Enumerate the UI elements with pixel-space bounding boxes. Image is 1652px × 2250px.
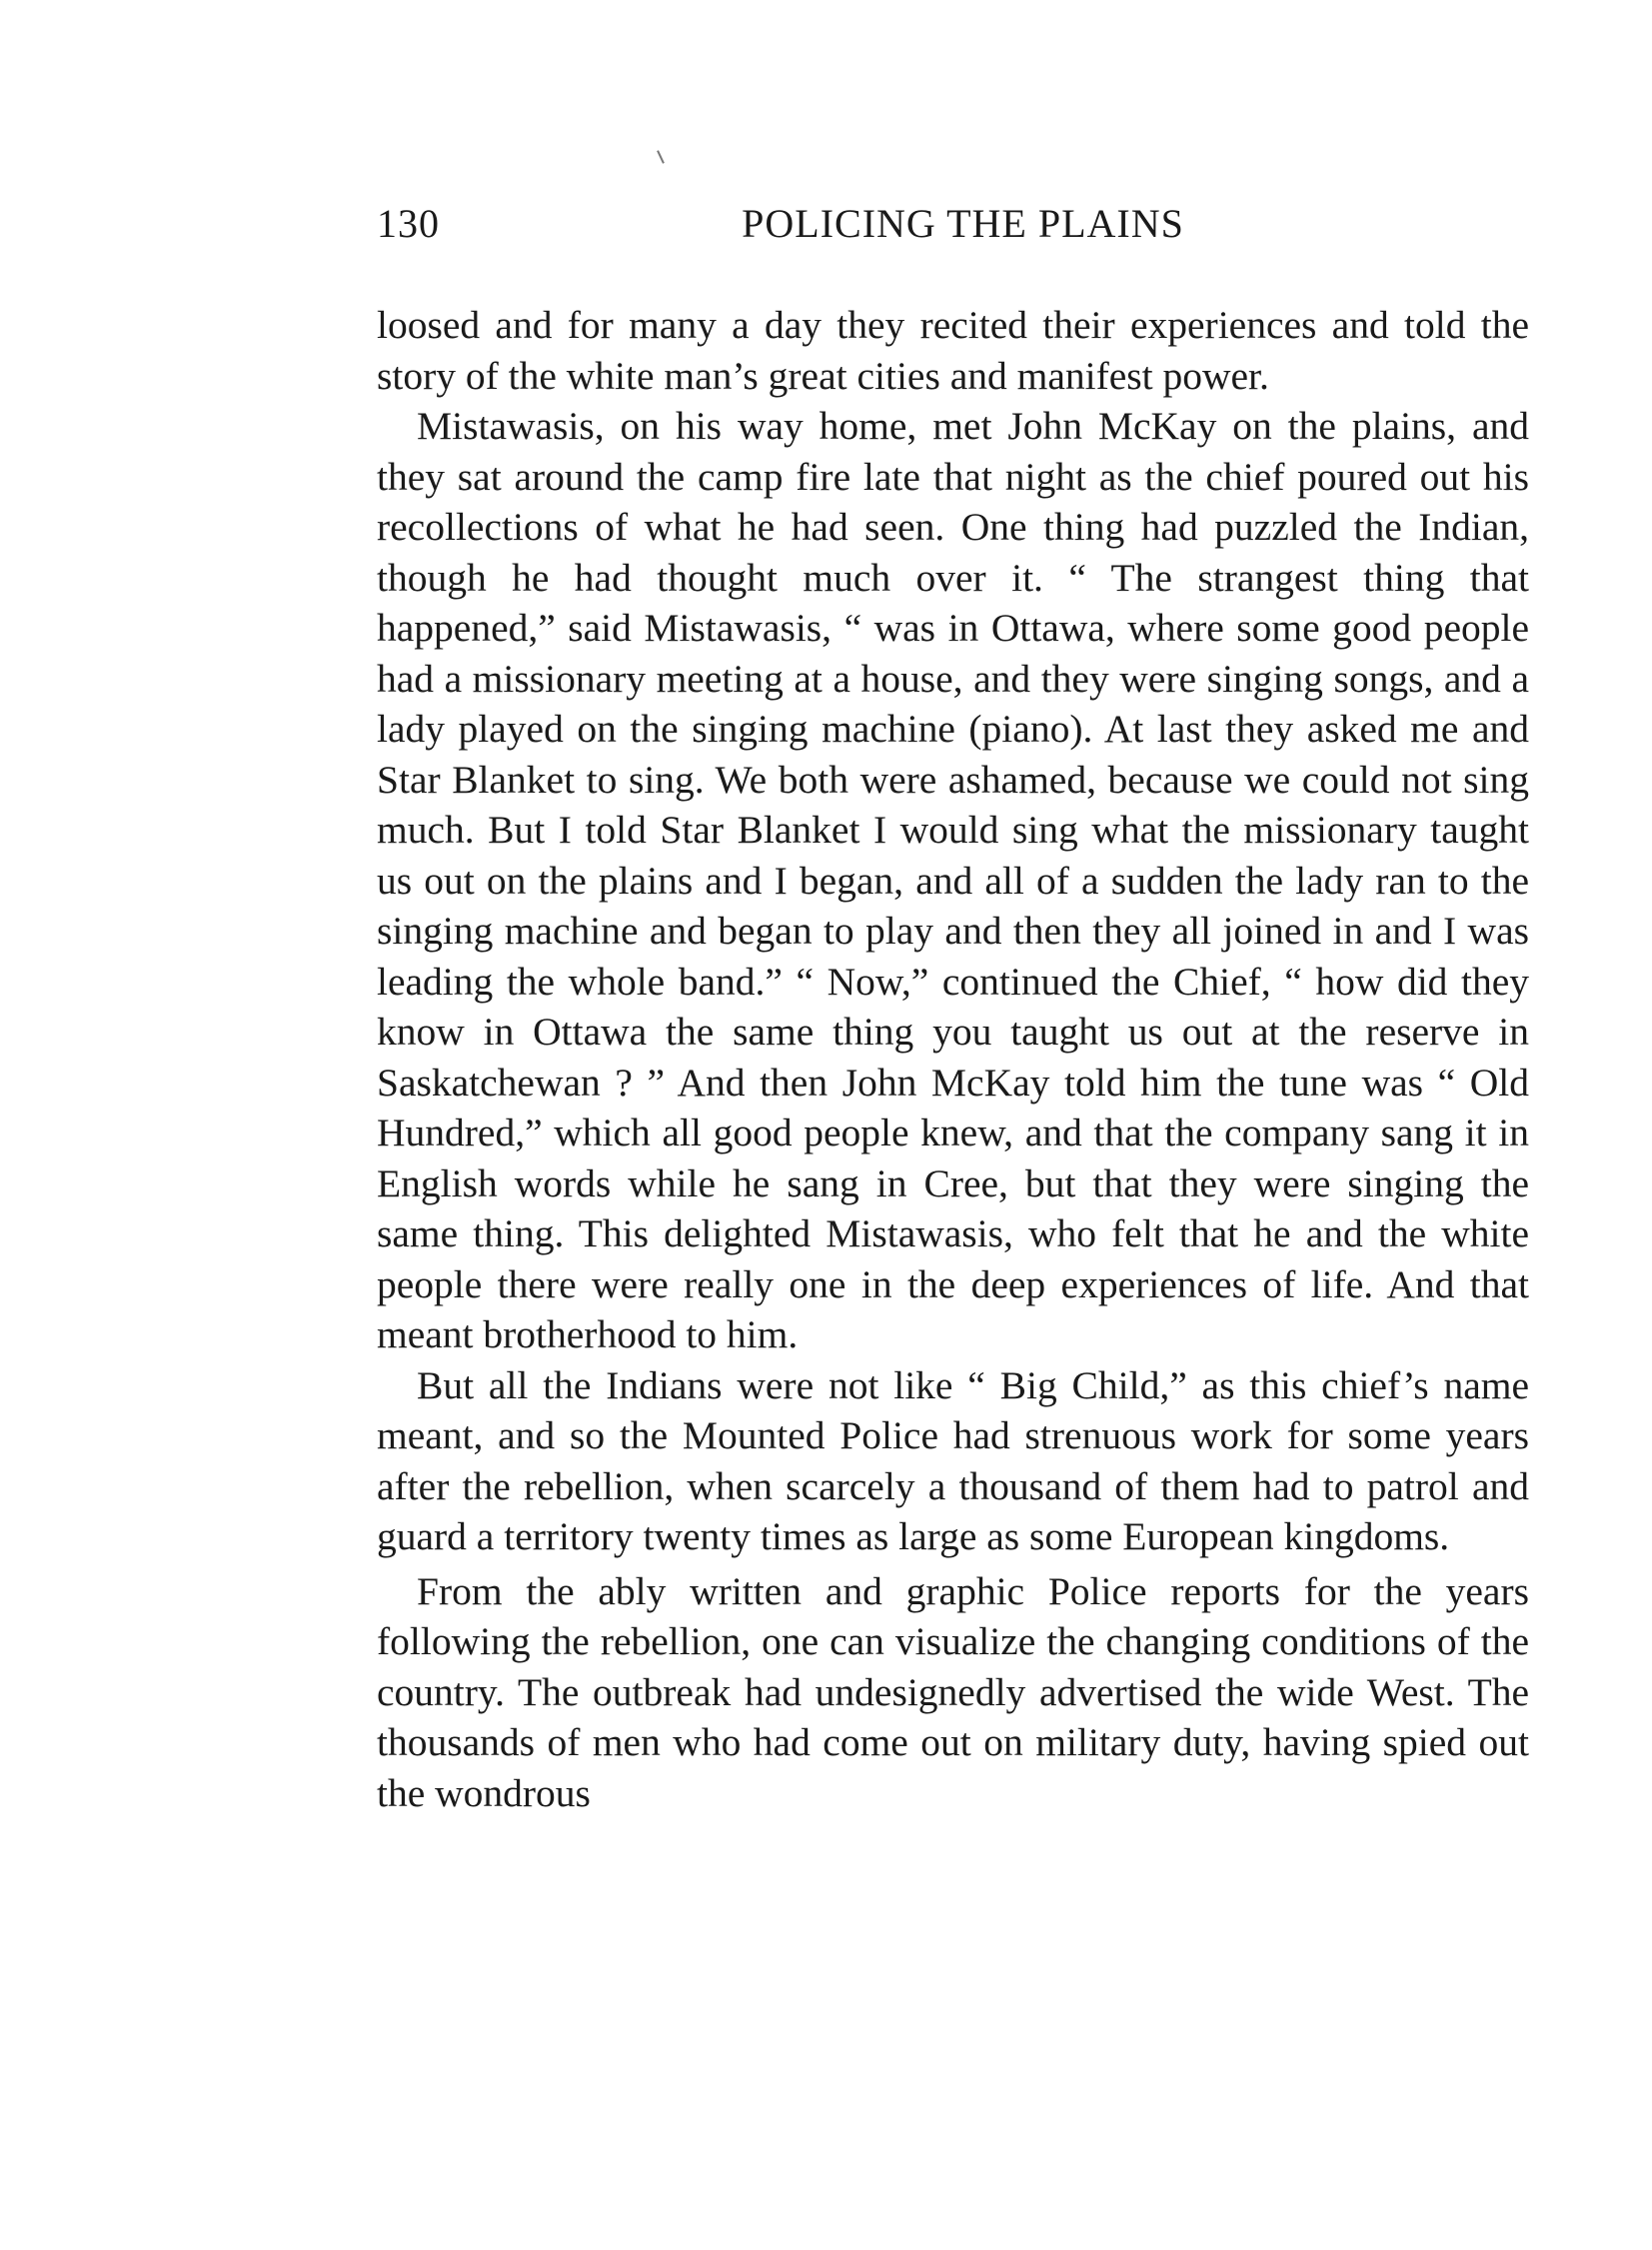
page-number: 130 xyxy=(377,201,440,246)
paragraph-police-reports: From the ably written and graphic Police reports for the years following the rebellion, one can visualize the changing conditions of the country. The outbreak had undesignedly advertised the wide West. The thousands of men who had come out on military duty, having spied out the wondrous xyxy=(377,1568,1529,1815)
paragraph-continuation: loosed and for many a day they recited their experiences and told the story of the white man’s great cities and manifest power. xyxy=(377,303,1529,398)
paragraph-mistawasis: Mistawasis, on his way home, met John McKay on the plains, and they sat around the camp fire late that night as the chief poured out his recollections of what he had seen. One thing had puzzled the Indian, though he had thought much over it. “ The strangest thing that happened,” said Mistawasis, “ was in Ottawa, where some good people had a missionary meeting at a house, and they were singing songs, and a lady played on the singing machine (piano). At last they asked me and Star Blanket to sing. We both were ashamed, because we could not sing much. But I told Star Blanket I would sing what the missionary taught us out on the plains and I began, and all of a sudden the lady ran to the singing machine and began to play and then they all joined in and I was leading the whole band.” “ Now,” continued the Chief, “ how did they know in Ottawa the same thing you taught us out at the reserve in Saskatchewan ? ” And then John McKay told him the tune was “ Old Hundred,” which all good people knew, and that the company sang it in English words while he sang in Cree, but that they were singing the same thing. This delighted Mistawasis, who felt that he and the white people there were really one in the deep experiences of life. And that meant brotherhood to him. xyxy=(377,404,1529,1356)
page-header xyxy=(377,200,1529,260)
paragraph-big-child: But all the Indians were not like “ Big Child,” as this chief’s name meant, and so the Mounted Police had strenuous work for some years after the rebellion, when scarcely a thousand of them had to patrol and guard a territory twenty times as large as some European kingdoms. xyxy=(377,1362,1529,1558)
body-text xyxy=(377,300,1529,1818)
scan-speck xyxy=(657,150,665,164)
running-title: POLICING THE PLAINS xyxy=(742,201,1184,246)
